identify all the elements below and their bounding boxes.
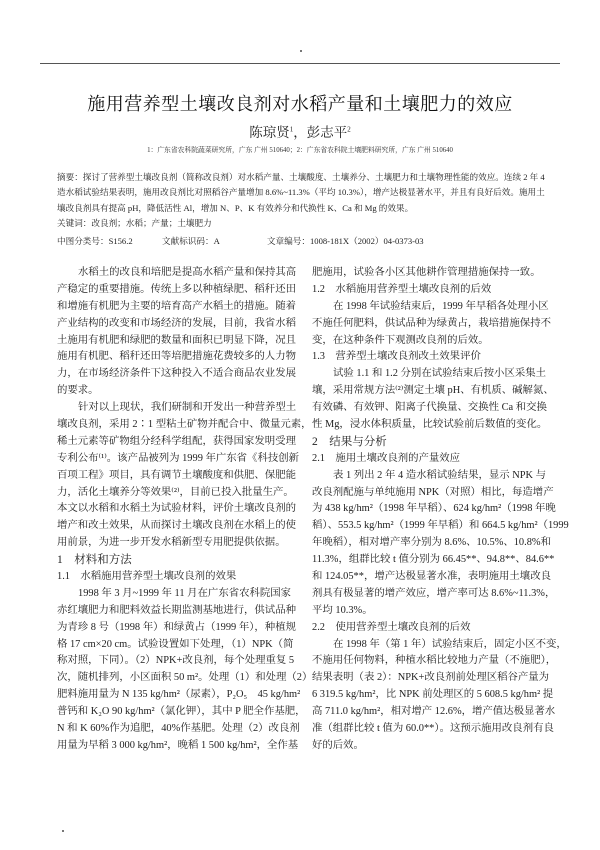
author-separator: ， — [293, 125, 307, 140]
page-mark — [62, 830, 64, 832]
body-text-line: 性 Mg，浸水体积质量，比较试验前后数值的变化。 — [312, 419, 548, 431]
keywords-line: 关键词：改良剂；水稻；产量；土壤肥力 — [57, 217, 212, 228]
body-text-line: 和增施有机肥为主要的培育高产水稻土的措施。随着 — [57, 300, 296, 312]
author-2: 彭志平 — [306, 125, 348, 140]
body-text-line: 产稳定的重要措施。传统上多以种植绿肥、稻秆还田 — [57, 283, 296, 295]
body-text-line: 试验 1.1 和 1.2 分别在试验结束后按小区采集土 — [333, 368, 547, 380]
body-text-line: 6 319.5 kg/hm²，比 NPK 前处理区的 5 608.5 kg/hm² 提 — [312, 689, 554, 701]
body-text-line: 肥料施用量为 N 135 kg/hm²（尿素），P₂O₅ 45 kg/hm² — [57, 689, 301, 701]
author-2-affil: 2 — [347, 125, 351, 134]
body-text-line: 增产和改土效果，从而探讨土壤改良剂在水稻上的使 — [57, 520, 296, 532]
abstract-line: 壤改良剂具有提高 pH，降低活性 Al，增加 N、P、K 有效养分和代换性 K、Ca 和 Mg 的效果。 — [57, 202, 414, 213]
body-text-line: 力，活化土壤养分等效果⁽²⁾，目前已投入批量生产。 — [57, 486, 294, 498]
body-text-line: 肥施用，试验各小区其他耕作管理措施保持一致。 — [312, 267, 541, 278]
authors — [0, 121, 600, 141]
abstract-line: 造水稻试验结果表明，施用改良剂比对照稻谷产量增加 8.6%~11.3%（平均 10.3%），增产达极显著水平，并且有良好后效。施用土 — [57, 187, 545, 198]
body-text-line: N 和 K 60%作为追肥，40%作基肥。处理（2）改良剂 — [57, 723, 300, 735]
body-text-line: 11.3%，组群比较 t 值分别为 66.45**、94.8**、84.6** — [312, 554, 555, 566]
body-text-line: 好的后效。 — [312, 739, 364, 751]
body-text-line: 有效磷、有效钾、阳离子代换量、交换性 Ca 和交换 — [312, 402, 547, 414]
right-column — [312, 265, 569, 755]
body-text-line: 稻）、553.5 kg/hm²（1999 年早稻）和 664.5 kg/hm²（1999 — [312, 520, 569, 532]
body-text-line: 用量为早稻 3 000 kg/hm²，晚稻 1 500 kg/hm²，全作基 — [57, 739, 299, 751]
body-text-line: 改良剂配施与单纯施用 NPK（对照）相比，每造增产 — [312, 486, 554, 498]
body-text-line: 为青珍 8 号（1998 年）和绿黄占（1999 年），种植规 — [57, 621, 296, 633]
classification-line — [57, 235, 424, 247]
article-number: 文章编号：1008-181X（2002）04-0373-03 — [267, 236, 424, 246]
body-text-line: 施用有机肥、稻秆还田等培肥措施花费较多的人力物 — [57, 351, 296, 363]
body-text-line: 稀土元素等矿物组分经科学组配，获得国家发明受理 — [57, 435, 296, 447]
body-text-line: 和 124.05**，增产达极显著水准，表明施用土壤改良 — [312, 571, 551, 583]
body-text-line: 针对以上现状，我们研制和开发出一种营养型土 — [78, 402, 297, 414]
body-text-line: 用前景，为进一步开发水稻新型专用肥提供依据。 — [57, 537, 286, 549]
abstract-line: 摘要：探讨了营养型土壤改良剂（简称改良剂）对水稻产量、土壤酸度、土壤养分、土壤肥力和土壤物理性能的效应。连续 2 年 4 — [57, 172, 545, 182]
clc-number: 中图分类号：S156.2 — [57, 236, 133, 246]
subsection-heading: 1.1 水稻施用营养型土壤改良剂的效果 — [57, 571, 237, 583]
author-1: 陈琼贤 — [249, 125, 290, 140]
abstract — [57, 170, 545, 231]
body-text-line: 剂具有极显著的增产效应，增产率可达 8.6%~11.3%， — [312, 587, 556, 599]
body-text-line: 年晚稻），相对增产率分别为 8.6%、10.5%、10.8%和 — [312, 537, 551, 549]
subsection-heading: 1.2 水稻施用营养型土壤改良剂的后效 — [312, 283, 492, 295]
body-text-line: 在 1998 年（第 1 年）试验结束后，固定小区不变， — [333, 638, 567, 650]
paper-title: 施用营养型土壤改良剂对水稻产量和土壤肥力的效应 — [87, 94, 513, 114]
body-text-line: 在 1998 年试验结束后，1999 年早稻各处理小区 — [333, 300, 549, 312]
body-text-line: 百项工程》项目，具有调节土壤酸度和供肥、保肥能 — [57, 469, 296, 481]
document-code: 文献标识码：A — [162, 236, 220, 246]
body-text-line: 壤，采用常规方法⁽²⁾测定土壤 pH、有机质、碱解氮、 — [312, 385, 554, 397]
body-text-line: 不施用任何物料，种植水稻比较地力产量（不施肥）， — [312, 655, 557, 667]
body-text-line: 准（组群比较 t 值为 60.0**）。这预示施用改良剂有良 — [312, 723, 554, 735]
body-text-line: 为 438 kg/hm²（1998 年早稻）、624 kg/hm²（1998 年晚 — [312, 503, 556, 515]
body-text-line: 壤改良剂，采用 2∶1 型粘土矿物并配合中、微量元素， — [57, 419, 312, 431]
body-text-line: 平均 10.3%。 — [312, 604, 373, 616]
body-text-line: 产业结构的改变和市场经济的发展，目前，我省水稻 — [57, 317, 296, 329]
header-rule — [40, 63, 560, 64]
affiliations: 1：广东省农科院蔬菜研究所，广东 广州 510640；2：广东省农科院土壤肥料研究所，广东 广州 510640 — [147, 147, 453, 154]
subsection-heading: 2.2 使用营养型土壤改良剂的后效 — [312, 621, 471, 633]
body-text-line: 1998 年 3 月~1999 年 11 月在广东省农科院国家 — [78, 587, 292, 599]
body-text-line: 普钙和 K₂O 90 kg/hm²（氯化钾），其中 P 肥全作基肥， — [57, 706, 306, 718]
body-text-line: 次，随机排列，小区面积 50 m²。处理（1）和处理（2） — [57, 672, 313, 684]
body-text-line: 变，在这种条件下观测改良剂的后效。 — [312, 334, 489, 346]
body-text-line: 表 1 列出 2 年 4 造水稻试验结果，显示 NPK 与 — [333, 469, 547, 481]
body-text-line: 水稻土的改良和培肥是提高水稻产量和保持其高 — [78, 267, 297, 278]
body-text-line: 不施任何肥料，供试品种为绿黄占，栽培措施保持不 — [312, 317, 551, 329]
subsection-heading: 2.1 施用土壤改良剂的产量效应 — [312, 452, 461, 464]
author-1-affil: 1 — [289, 125, 294, 134]
page-mark — [300, 50, 302, 52]
body-text-line: 专利公布⁽¹⁾。该产品被列为 1999 年广东省《科技创新 — [57, 452, 300, 464]
body-text-line: 力，在市场经济条件下这种投入不适合商品农业发展 — [57, 368, 296, 380]
body-text-line: 结果表明（表 2）：NPK+改良剂前处理区稻谷产量为 — [312, 672, 550, 684]
body-text-line: 本文以水稻和水稻土为试验材料，评价土壤改良剂的 — [57, 503, 296, 515]
body-text-line: 赤红壤肥力和肥料效益长期监测基地进行，供试品种 — [57, 604, 296, 616]
body-text-line: 高 711.0 kg/hm²，相对增产 12.6%，增产值达极显著水 — [312, 706, 556, 718]
section-heading: 1 材料和方法 — [57, 554, 132, 567]
body-text-line: 的要求。 — [57, 385, 99, 397]
left-column — [57, 265, 313, 755]
subsection-heading: 1.3 营养型土壤改良剂改土效果评价 — [312, 351, 481, 363]
section-heading: 2 结果与分析 — [312, 435, 387, 448]
body-text-line: 土施用有机肥和绿肥的数量和面积已明显下降，况且 — [57, 334, 296, 346]
body-text-line: 称对照，下同）。（2）NPK+改良剂，每个处理重复 5 — [57, 655, 295, 667]
body-text-line: 格 17 cm×20 cm。试验设置如下处理，（1）NPK（简 — [57, 638, 294, 650]
